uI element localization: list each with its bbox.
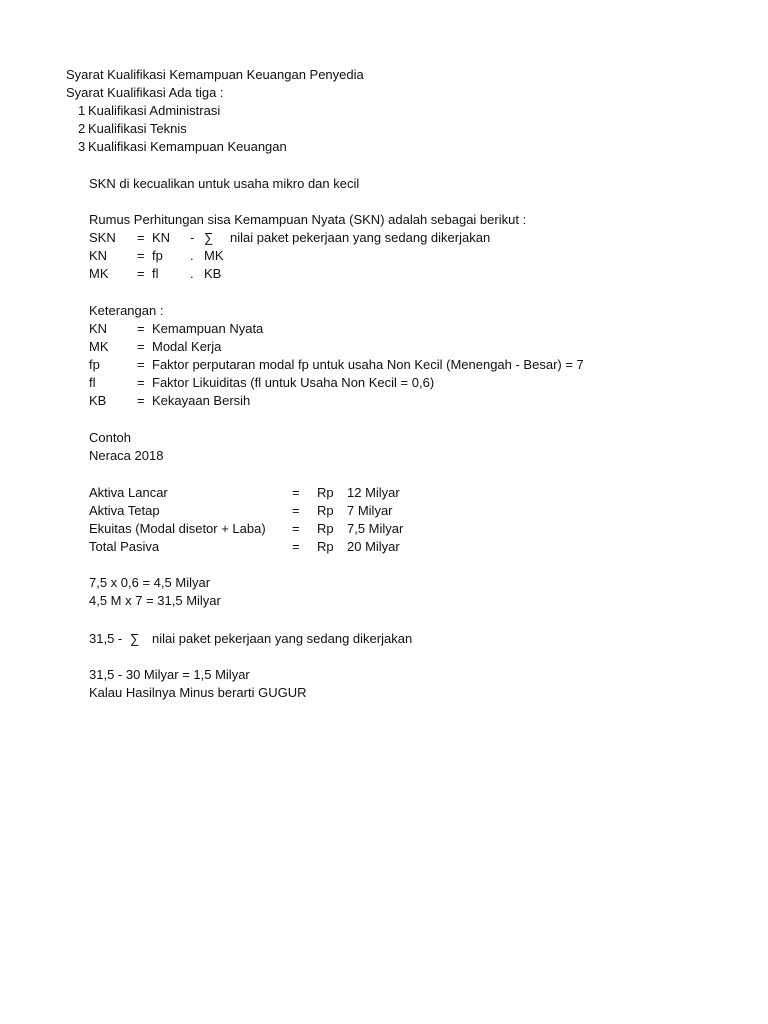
balance-label: Aktiva Tetap — [89, 503, 160, 518]
balance-eq: = — [292, 503, 300, 518]
balance-label: Total Pasiva — [89, 539, 160, 554]
document-subtitle: Syarat Kualifikasi Ada tiga : — [66, 85, 224, 100]
legend-row — [89, 356, 729, 374]
legend-desc: Kemampuan Nyata — [152, 321, 264, 336]
formula-a: fp — [152, 248, 163, 263]
formula-lhs: MK — [89, 266, 109, 281]
balance-label: Ekuitas (Modal disetor + Laba) — [89, 521, 266, 536]
list-item — [66, 138, 466, 156]
list-item — [66, 120, 466, 138]
formula-lhs: SKN — [89, 230, 116, 245]
formula-text: nilai paket pekerjaan yang sedang dikerjakan — [230, 230, 491, 245]
formula-a: KN — [152, 230, 171, 245]
formula-intro: Rumus Perhitungan sisa Kemampuan Nyata (SKN) adalah sebagai berikut : — [89, 212, 527, 227]
balance-row — [89, 538, 429, 556]
sigma-symbol: ∑ — [130, 631, 140, 646]
calculation-line: 4,5 M x 7 = 31,5 Milyar — [89, 593, 221, 608]
formula-eq: = — [137, 266, 145, 281]
formula-row — [89, 247, 689, 265]
legend-row — [89, 338, 729, 356]
conclusion: Kalau Hasilnya Minus berarti GUGUR — [89, 685, 307, 700]
legend-eq: = — [137, 393, 145, 408]
legend-desc: Modal Kerja — [152, 339, 222, 354]
list-item — [66, 102, 466, 120]
balance-currency: Rp — [317, 485, 334, 500]
document-title: Syarat Kualifikasi Kemampuan Keuangan Penyedia — [66, 67, 364, 82]
legend-eq: = — [137, 339, 145, 354]
calculation-text: nilai paket pekerjaan yang sedang dikerjakan — [152, 631, 413, 646]
balance-value: 7,5 Milyar — [347, 521, 404, 536]
legend-abbr: KB — [89, 393, 107, 408]
list-item-text: Kualifikasi Teknis — [88, 121, 187, 136]
balance-currency: Rp — [317, 539, 334, 554]
list-item-number: 3 — [78, 139, 86, 154]
legend-desc: Faktor Likuiditas (fl untuk Usaha Non Kecil = 0,6) — [152, 375, 435, 390]
legend-eq: = — [137, 375, 145, 390]
legend-desc: Kekayaan Bersih — [152, 393, 251, 408]
formula-op: . — [190, 266, 194, 281]
balance-row — [89, 484, 429, 502]
legend-abbr: KN — [89, 321, 108, 336]
calculation-sigma-row — [89, 630, 589, 648]
list-item-number: 2 — [78, 121, 86, 136]
formula-b: MK — [204, 248, 224, 263]
legend-eq: = — [137, 321, 145, 336]
legend-title: Keterangan : — [89, 303, 164, 318]
balance-eq: = — [292, 485, 300, 500]
legend-abbr: MK — [89, 339, 109, 354]
balance-value: 20 Milyar — [347, 539, 400, 554]
formula-row — [89, 265, 689, 283]
legend-row — [89, 392, 729, 410]
legend-row — [89, 320, 729, 338]
balance-label: Aktiva Lancar — [89, 485, 168, 500]
formula-b: KB — [204, 266, 222, 281]
list-item-number: 1 — [78, 103, 86, 118]
formula-lhs: KN — [89, 248, 108, 263]
legend-abbr: fp — [89, 357, 100, 372]
balance-eq: = — [292, 521, 300, 536]
legend-abbr: fl — [89, 375, 96, 390]
sigma-symbol: ∑ — [204, 230, 214, 245]
balance-eq: = — [292, 539, 300, 554]
example-title: Contoh — [89, 430, 131, 445]
legend-row — [89, 374, 729, 392]
legend-eq: = — [137, 357, 145, 372]
balance-currency: Rp — [317, 521, 334, 536]
formula-eq: = — [137, 230, 145, 245]
formula-op: - — [190, 230, 195, 245]
balance-currency: Rp — [317, 503, 334, 518]
formula-row — [89, 229, 689, 247]
balance-row — [89, 520, 429, 538]
legend-desc: Faktor perputaran modal fp untuk usaha Non Kecil (Menengah - Besar) = 7 — [152, 357, 584, 372]
formula-a: fl — [152, 266, 159, 281]
formula-eq: = — [137, 248, 145, 263]
example-subtitle: Neraca 2018 — [89, 448, 164, 463]
calculation-line: 7,5 x 0,6 = 4,5 Milyar — [89, 575, 211, 590]
list-item-text: Kualifikasi Kemampuan Keuangan — [88, 139, 287, 154]
list-item-text: Kualifikasi Administrasi — [88, 103, 221, 118]
balance-row — [89, 502, 429, 520]
skn-note: SKN di kecualikan untuk usaha mikro dan kecil — [89, 176, 360, 191]
balance-value: 7 Milyar — [347, 503, 393, 518]
calculation-line: 31,5 - 30 Milyar = 1,5 Milyar — [89, 667, 250, 682]
formula-op: . — [190, 248, 194, 263]
balance-value: 12 Milyar — [347, 485, 400, 500]
calculation-value: 31,5 - — [89, 631, 123, 646]
